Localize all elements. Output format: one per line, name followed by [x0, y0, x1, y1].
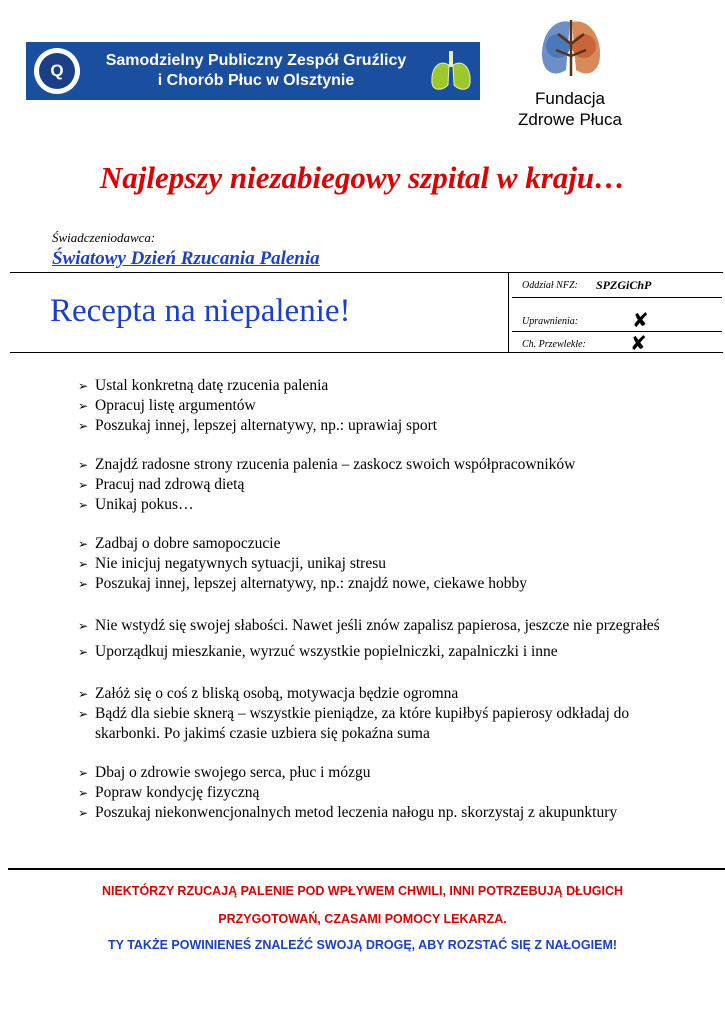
list-item: ➢ Popraw kondycję fizyczną [78, 784, 260, 801]
page-title: Recepta na niepalenie! [50, 293, 351, 329]
arrow-bullet-icon: ➢ [78, 687, 89, 701]
tips-group-3 [78, 534, 698, 594]
meta-divider-2 [512, 331, 722, 332]
list-item: ➢ Dbaj o zdrowie swojego serca, płuc i mózgu [78, 764, 371, 781]
tree-lungs-icon [536, 14, 606, 84]
nfz-label: Oddział NFZ: [522, 280, 578, 291]
arrow-bullet-icon: ➢ [78, 577, 89, 591]
foundation-name-line1: Fundacja [535, 89, 605, 108]
hospital-name-line1: Samodzielny Publiczny Zespół Gruźlicy [105, 52, 407, 69]
list-item: ➢ Załóż się o coś z bliską osobą, motywacja będzie ogromna [78, 685, 459, 702]
list-item: ➢ Poszukaj innej, lepszej alternatywy, np.: uprawiaj sport [78, 417, 438, 434]
divider-middle [10, 352, 723, 353]
hospital-name-line2: i Chorób Płuc w Olsztynie [157, 72, 355, 89]
foundation-name-line2: Zdrowe Płuca [518, 110, 622, 129]
rights-label: Uprawnienia: [522, 316, 579, 327]
list-item: ➢ Bądź dla siebie sknerą – wszystkie pieniądze, za które kupiłbyś papierosy odkładaj do skarbonki. Po jakimś czasie uzbiera się pokaźna suma [78, 705, 630, 742]
tips-group-5 [78, 684, 698, 744]
tips-group-6 [78, 763, 698, 823]
footer-line-3: TY TAKŻE POWINIENEŚ ZNALEŹĆ SWOJĄ DROGĘ, ABY ROZSTAĆ SIĘ Z NAŁOGIEM! [107, 938, 618, 952]
divider-top [10, 272, 723, 273]
hospital-logo-letter: Q [39, 53, 75, 89]
arrow-bullet-icon: ➢ [78, 458, 89, 472]
footer-line-1: NIEKTÓRZY RZUCAJĄ PALENIE POD WPŁYWEM CHWILI, INNI POTRZEBUJĄ DŁUGICH [101, 884, 624, 898]
arrow-bullet-icon: ➢ [78, 619, 89, 633]
arrow-bullet-icon: ➢ [78, 766, 89, 780]
chronic-x-icon: ✘ [630, 331, 647, 355]
arrow-bullet-icon: ➢ [78, 537, 89, 551]
list-item: ➢ Ustal konkretną datę rzucenia palenia [78, 377, 329, 394]
list-item: ➢ Pracuj nad zdrową dietą [78, 476, 245, 493]
list-item: ➢ Zadbaj o dobre samopoczucie [78, 535, 281, 552]
lungs-icon [428, 47, 474, 95]
provider-name: Światowy Dzień Rzucania Palenia [52, 248, 320, 269]
arrow-bullet-icon: ➢ [78, 786, 89, 800]
nfz-value: SPZGiChP [596, 278, 652, 292]
arrow-bullet-icon: ➢ [78, 419, 89, 433]
arrow-bullet-icon: ➢ [78, 478, 89, 492]
arrow-bullet-icon: ➢ [78, 645, 89, 659]
meta-divider-1 [512, 297, 722, 298]
arrow-bullet-icon: ➢ [78, 379, 89, 393]
arrow-bullet-icon: ➢ [78, 707, 89, 721]
list-item: ➢ Poszukaj innej, lepszej alternatywy, np.: znajdź nowe, ciekawe hobby [78, 575, 527, 592]
list-item: ➢ Nie wstydź się swojej słabości. Nawet jeśli znów zapalisz papierosa, jeszcze nie przegrałeś [78, 613, 698, 639]
headline: Najlepszy niezabiegowy szpital w kraju… [99, 160, 626, 195]
arrow-bullet-icon: ➢ [78, 498, 89, 512]
hospital-banner [26, 42, 480, 100]
footer-line-2: PRZYGOTOWAŃ, CZASAMI POMOCY LEKARZA. [218, 912, 507, 926]
foundation-name [490, 88, 650, 130]
tips-group-1 [78, 376, 698, 436]
list-item: ➢ Opracuj listę argumentów [78, 397, 256, 414]
arrow-bullet-icon: ➢ [78, 399, 89, 413]
tips-group-2 [78, 455, 698, 515]
divider-vertical [508, 272, 509, 352]
chronic-label: Ch. Przewlekłe: [522, 339, 586, 350]
list-item: ➢ Poszukaj niekonwencjonalnych metod leczenia nałogu np. skorzystaj z akupunktury [78, 804, 618, 821]
hospital-name [84, 51, 428, 91]
tips-list [78, 376, 698, 842]
provider-label: Świadczeniodawca: [52, 230, 156, 245]
tips-group-4 [78, 613, 698, 665]
list-item: ➢ Znajdź radosne strony rzucenia palenia – zaskocz swoich współpracowników [78, 456, 576, 473]
hospital-logo [34, 48, 80, 94]
rights-x-icon: ✘ [632, 308, 649, 332]
arrow-bullet-icon: ➢ [78, 806, 89, 820]
list-item: ➢ Uporządkuj mieszkanie, wyrzuć wszystkie popielniczki, zapalniczki i inne [78, 639, 698, 665]
list-item: ➢ Nie inicjuj negatywnych sytuacji, unikaj stresu [78, 555, 386, 572]
divider-bottom [8, 868, 725, 870]
list-item: ➢ Unikaj pokus… [78, 496, 194, 513]
arrow-bullet-icon: ➢ [78, 557, 89, 571]
